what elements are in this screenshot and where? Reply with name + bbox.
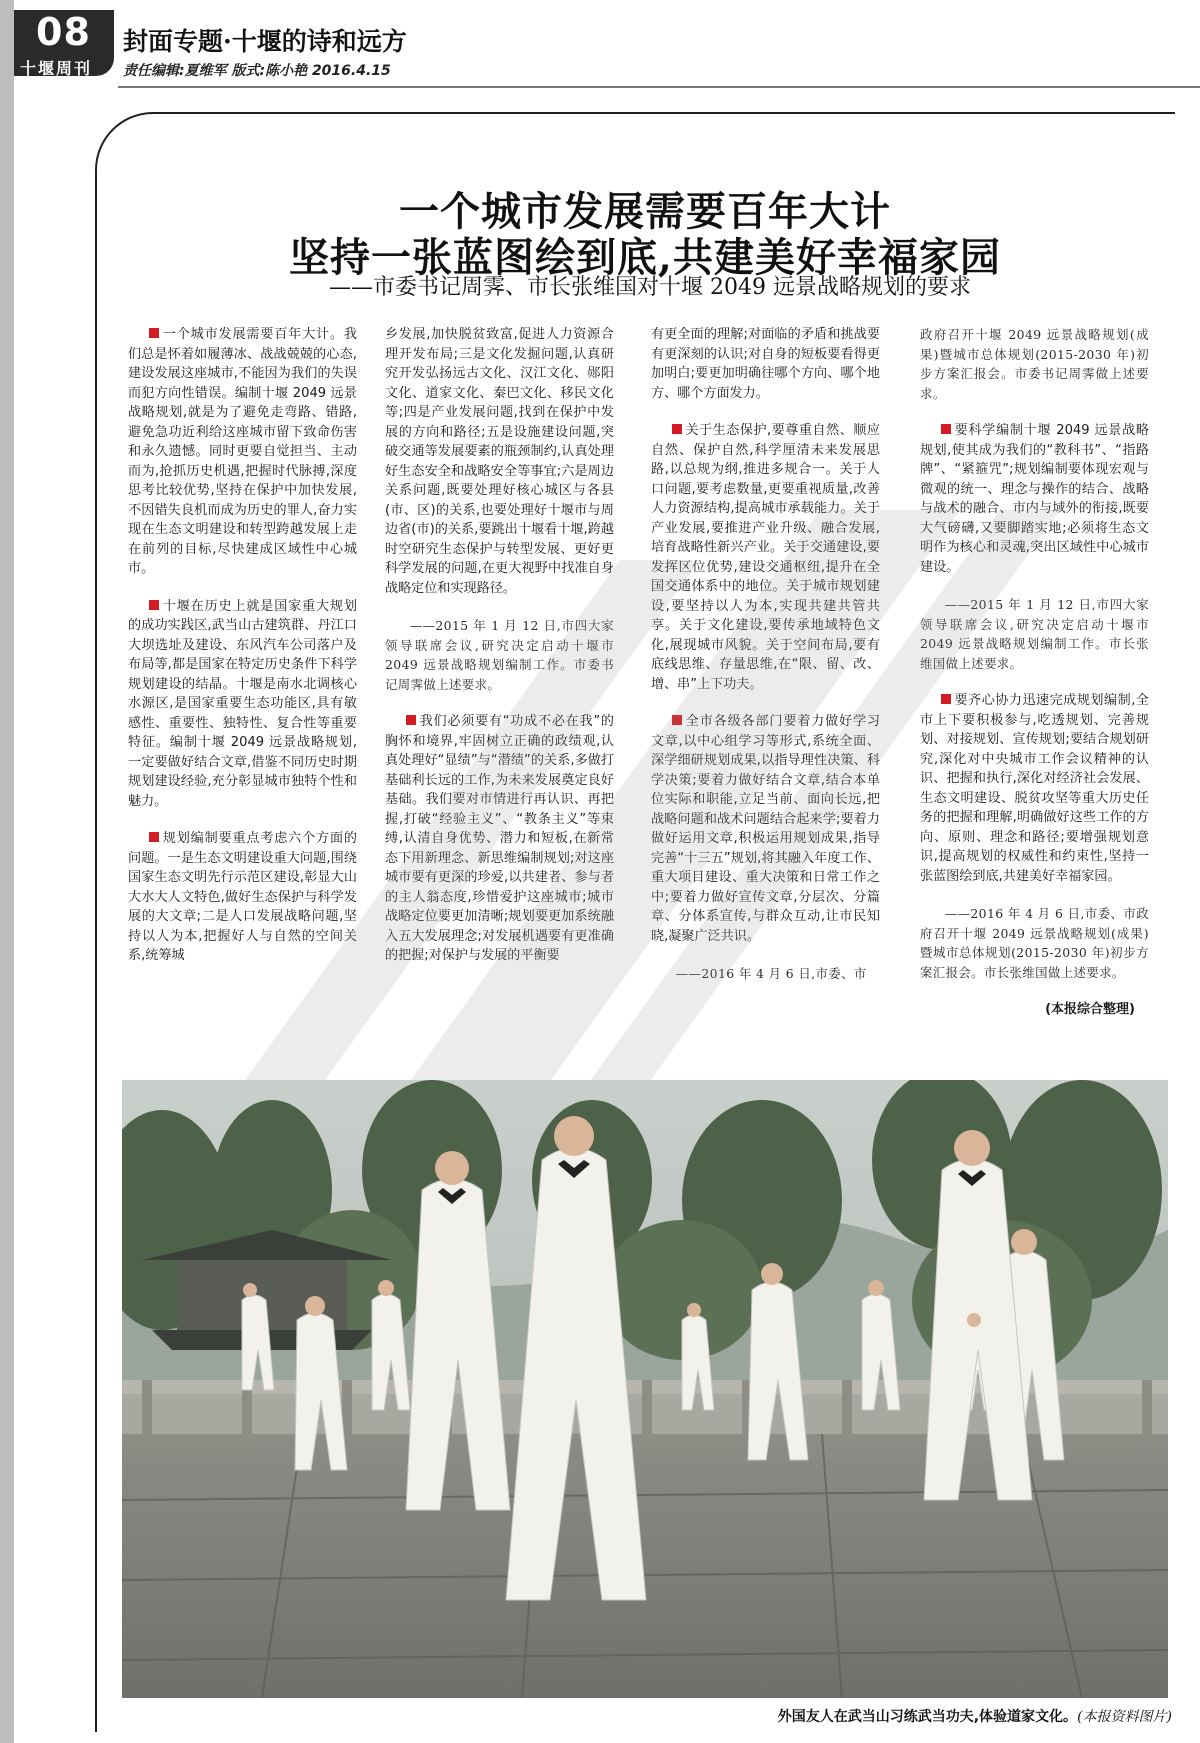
source-note: ——2016 年 4 月 6 日,市委、市政府召开十堰 2049 远景战略规划(成果)暨城市总体规划(2015-2030 年)初步方案汇报会。市长张维国做上述要求。 — [920, 906, 1149, 980]
paragraph — [920, 421, 1149, 577]
paragraph — [385, 325, 614, 598]
paragraph-text: 一个城市发展需要百年大计。我们总是怀着如履薄冰、战战兢兢的心态,建设发展这座城市,不能因为我们的失误而犯方向性错误。编制十堰 2049 远景战略规划,就是为了避免走弯路、错路,避免急功近利给这座城市留下致命伤害和永久遗憾。同时更要自觉担当、主动而为,抢抓历史机遇,把握时代脉搏,深度思考比较优势,坚持在保护中加快发展,不因错失良机而成为历史的罪人,奋力实现在生态文明建设和转型跨越发展上走在前列的目标,尽快建成区域性中心城市。 — [128, 327, 357, 576]
paragraph-text: 要齐心协力迅速完成规划编制,全市上下要积极参与,吃透规划、完善规划、对接规划、宣传规划;要结合规划研究,深化对中央城市工作会议精神的认识、把握和执行,深化对经济社会发展、生态文明建设、脱贫攻坚等重大历史任务的把握和理解,明确做好这些工作的方向、原则、理念和路径;要增强规划意识,提高规划的权威性和约束性,坚持一张蓝图绘到底,共建美好幸福家园。 — [920, 693, 1149, 884]
red-square-marker — [149, 832, 159, 842]
subheadline: ——市委书记周霁、市长张维国对十堰 2049 远景战略规划的要求 — [329, 275, 971, 300]
source-note: ——2015 年 1 月 12 日,市四大家领导联席会议,研究决定启动十堰市 2049 远景战略规划编制工作。市长张维国做上述要求。 — [920, 597, 1149, 671]
paragraph-text: 要科学编制十堰 2049 远景战略规划,使其成为我们的“教科书”、“指路牌”、“紧箍咒”;规划编制要体现宏观与微观的统一、理念与操作的结合、战略与战术的融合、市内与域外的衔接,既要大气磅礴,又要脚踏实地;必须将生态文明作为核心和灵魂,突出区域性中心城市建设。 — [920, 423, 1149, 575]
source-note: ——2016 年 4 月 6 日,市委、市 — [675, 966, 867, 981]
paragraph-text: 十堰在历史上就是国家重大规划的成功实践区,武当山古建筑群、丹江口大坝选址及建设、东风汽车公司落户及布局等,都是国家在特定历史条件下科学规划建设的结晶。十堰是南水北调核心水源区,是国家重要生态功能区,具有敏感性、重要性、独特性、复合性等重要特征。编制十堰 2049 远景战略规划,一定要做好结合文章,借鉴不同历史时期规划建设经验,充分彰显城市独特个性和魅力。 — [128, 598, 357, 809]
section-title: 封面专题·十堰的诗和远方 — [123, 27, 407, 56]
red-square-marker — [672, 424, 682, 434]
paragraph-text: 全市各级各部门要着力做好学习文章,以中心组学习等形式,系统全面、深学细研规划成果,以指导理性决策、科学决策;要着力做好结合文章,结合本单位实际和职能,立足当前、面向长远,把战略问题和战术问题结合起来学;要着力做好运用文章,积极运用规划成果,指导完善“十三五”规划,将其融入年度工作、重大项目建设、重大决策和日常工作之中;要着力做好宣传文章,分层次、分篇章、分体系宣传,与群众互动,让市民知晓,凝聚广泛共识。 — [651, 714, 880, 944]
red-square-marker — [941, 424, 951, 434]
photo-illustration — [122, 1080, 1168, 1698]
source-note: ——2015 年 1 月 12 日,市四大家领导联席会议,研究决定启动十堰市 2049 远景战略规划编制工作。市委书记周霁做上述要求。 — [385, 618, 614, 692]
paragraph — [128, 597, 357, 812]
caption-source: (本报资料图片) — [1077, 1709, 1172, 1725]
article-column-3 — [651, 325, 880, 1140]
paragraph-text: 我们必须要有“功成不必在我”的胸怀和境界,牢固树立正确的政绩观,认真处理好“显绩”与“潜绩”的关系,多做打基础利长远的工作,为未来发展奠定良好基础。我们要对市情进行再认识、再把握,打破“经验主义”、“教条主义”等束缚,认清自身优势、潜力和短板,在新常态下用新理念、新思维编制规划;对这座城市要有更深的珍爱,以共建者、参与者的主人翁态度,珍惜爱护这座城市;城市战略定位要更加清晰;规划要更加系统融入五大发展理念;对发展机遇要有更准确的把握;对保护与发展的平衡要 — [385, 714, 614, 963]
header-divider — [118, 86, 1200, 88]
article-column-1 — [128, 325, 357, 1140]
tai-chi-photo — [122, 1080, 1168, 1698]
paragraph-text: 关于生态保护,要尊重自然、顺应自然、保护自然,科学厘清未来发展思路,以总规为纲,推进多规合一。关于人口问题,要考虑数量,更要重视质量,改善人力资源结构,提高城市承载能力。关于产业发展,要推进产业升级、融合发展,培育战略性新兴产业。关于交通建设,要发挥区位优势,建设交通枢纽,提升在全国交通体系中的地位。关于城市规划建设,要坚持以人为本,实现共建共管共享。关于文化建设,要传承地域特色文化,展现城市风貌。关于空间布局,要有底线思维、存量思维,在“限、留、改、增、串”上下功夫。 — [651, 423, 880, 692]
paragraph — [651, 325, 880, 403]
caption-text: 外国友人在武当山习练武当功夫,体验道家文化。 — [777, 1709, 1078, 1725]
red-square-marker — [149, 328, 159, 338]
brand-label: 十堰周刊 — [20, 59, 93, 78]
paragraph — [651, 712, 880, 946]
headline-line-1: 一个城市发展需要百年大计 — [399, 188, 891, 235]
red-square-marker — [941, 694, 951, 704]
paragraph — [385, 712, 614, 966]
red-square-marker — [672, 715, 682, 725]
side-strip — [0, 0, 14, 1743]
paragraph-text: 有更全面的理解;对面临的矛盾和挑战要有更深刻的认识;对自身的短板要看得更加明白;要更加明确往哪个方向、哪个地方、哪个方面发力。 — [651, 327, 880, 401]
paragraph — [651, 421, 880, 694]
article-column-2 — [385, 325, 614, 1140]
headline-line-2: 坚持一张蓝图绘到底,共建美好幸福家园 — [289, 234, 1001, 281]
photo-caption — [778, 1706, 1172, 1726]
paragraph-text: 规划编制要重点考虑六个方面的问题。一是生态文明建设重大问题,围绕国家生态文明先行示范区建设,彰显大山大水大人文特色,做好生态保护与科学发展的大文章;二是人口发展战略问题,坚持以人为本,把握好人与自然的空间关系,统筹城 — [128, 831, 357, 963]
paragraph — [920, 691, 1149, 886]
editor-meta: 责任编辑:夏维军 版式:陈小艳 2016.4.15 — [123, 63, 391, 79]
red-square-marker — [149, 600, 159, 610]
article-column-4 — [920, 325, 1149, 1140]
paragraph-text: 乡发展,加快脱贫致富,促进人力资源合理开发布局;三是文化发掘问题,认真研究开发弘扬远古文化、汉江文化、郧阳文化、道家文化、秦巴文化、移民文化等;四是产业发展问题,找到在保护中发展的方向和路径;五是设施建设问题,突破交通等发展要素的瓶颈制约,认真处理好生态安全和战略安全等事宜;六是周边关系问题,既要处理好核心城区与各县(市、区)的关系,也要处理好十堰市与周边省(市)的关系,要跳出十堰看十堰,跨越时空研究生态保护与转型发展、更好更科学发展的问题,在更大视野中找准自身战略定位和实现路径。 — [385, 327, 614, 596]
page-number: 08 — [36, 10, 91, 54]
byline: (本报综合整理) — [1045, 1002, 1135, 1017]
page-badge — [14, 10, 114, 76]
source-note: 政府召开十堰 2049 远景战略规划(成果)暨城市总体规划(2015-2030 年)初步方案汇报会。市委书记周霁做上述要求。 — [920, 327, 1149, 401]
paragraph — [128, 325, 357, 579]
paragraph — [128, 829, 357, 966]
red-square-marker — [406, 715, 416, 725]
